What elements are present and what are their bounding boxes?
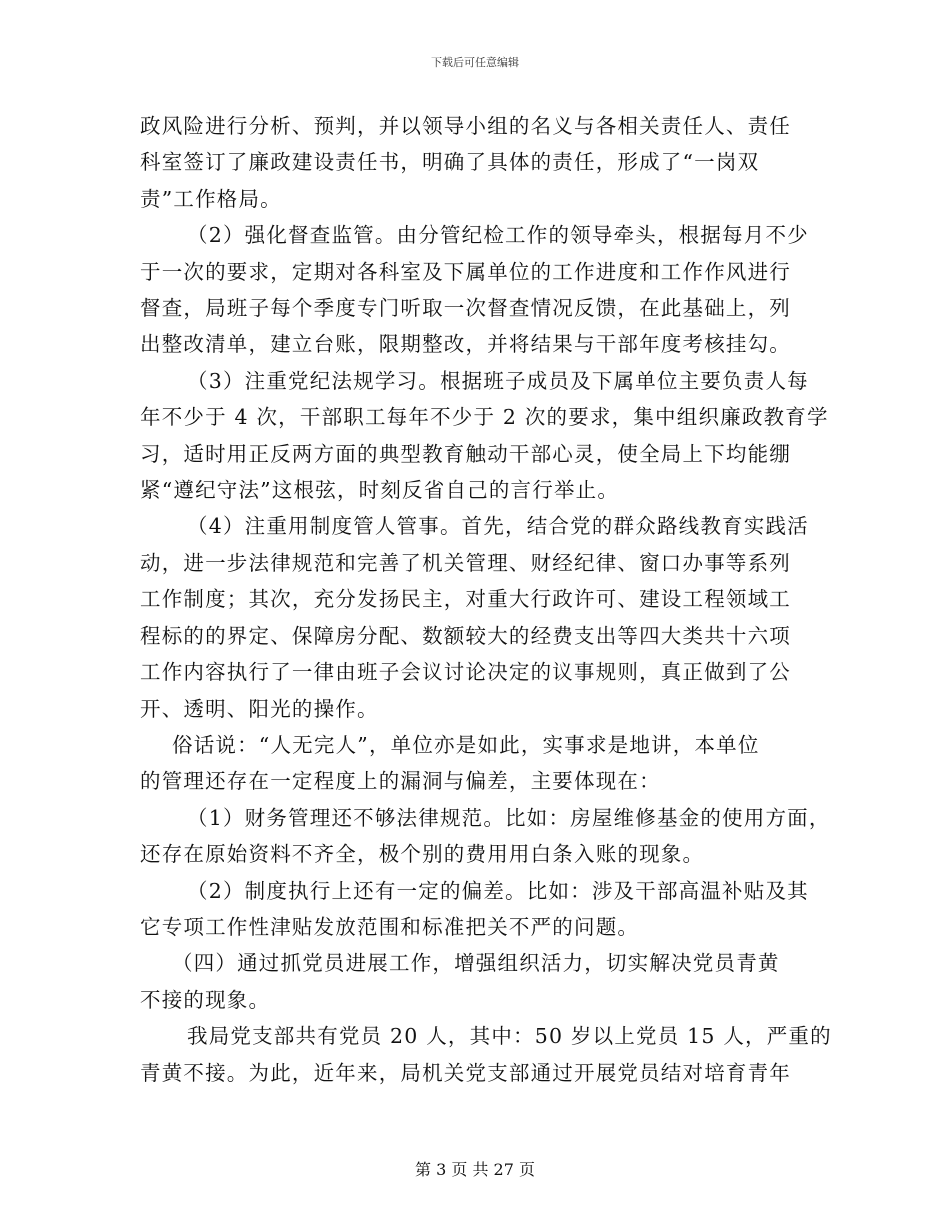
text-line: 习，适时用正反两方面的典型教育触动干部心灵，使全局上下均能绷 [140,441,791,466]
text-line: 我局党支部共有党员 20 人，其中：50 岁以上党员 15 人，严重的 [187,1024,832,1049]
text-line: 开、透明、阳光的操作。 [140,696,379,721]
text-line: 它专项工作性津贴发放范围和标准把关不严的问题。 [140,914,640,939]
text-line: （四）通过抓党员进展工作，增强组织活力，切实解决党员青黄 [172,951,780,976]
text-line: （4）注重用制度管人管事。首先，结合党的群众路线教育实践活 [187,514,809,539]
text-line: 工作制度；其次，充分发扬民主，对重大行政许可、建设工程领域工 [140,587,791,612]
text-line: 出整改清单，建立台账，限期整改，并将结果与干部年度考核挂勾。 [140,332,791,357]
text-line: 督查，局班子每个季度专门听取一次督查情况反馈，在此基础上，列 [140,296,791,321]
text-line: 工作内容执行了一律由班子会议讨论决定的议事规则，真正做到了公 [140,660,791,685]
text-line: 动，进一步法律规范和完善了机关管理、财经纪律、窗口办事等系列 [140,550,791,575]
page-footer: 第 3 页 共 27 页 [415,1160,535,1179]
text-line: 紧“遵纪守法”这根弦，时刻反省自己的言行举止。 [140,478,620,503]
text-line: 俗话说：“人无完人”，单位亦是如此，实事求是地讲，本单位 [172,732,760,757]
text-line: 程标的的界定、保障房分配、数额较大的经费支出等四大类共十六项 [140,623,791,648]
text-line: 年不少于 4 次，干部职工每年不少于 2 次的要求，集中组织廉政教育学 [140,405,829,430]
text-line: （3）注重党纪法规学习。根据班子成员及下属单位主要负责人每 [187,368,809,393]
page-header: 下载后可任意编辑 [431,56,519,69]
text-line: （2）强化督查监管。由分管纪检工作的领导牵头，根据每月不少 [187,223,809,248]
text-line: 责”工作格局。 [140,186,282,211]
text-line: 于一次的要求，定期对各科室及下属单位的工作进度和工作作风进行 [140,259,791,284]
text-line: （2）制度执行上还有一定的偏差。比如：涉及干部高温补贴及其 [187,878,809,903]
text-line: 不接的现象。 [140,987,271,1012]
text-line: 青黄不接。为此，近年来，局机关党支部通过开展党员结对培育青年 [140,1060,791,1085]
text-line: 还存在原始资料不齐全，极个别的费用用白条入账的现象。 [140,842,705,867]
text-line: 政风险进行分析、预判，并以领导小组的名义与各相关责任人、责任 [140,114,791,138]
text-line: （1）财务管理还不够法律规范。比如：房屋维修基金的使用方面， [187,805,831,830]
document-body [140,108,830,1091]
text-line: 科室签订了廉政建设责任书，明确了具体的责任，形成了“一岗双 [140,150,760,175]
text-line: 的管理还存在一定程度上的漏洞与偏差，主要体现在： [140,769,661,794]
